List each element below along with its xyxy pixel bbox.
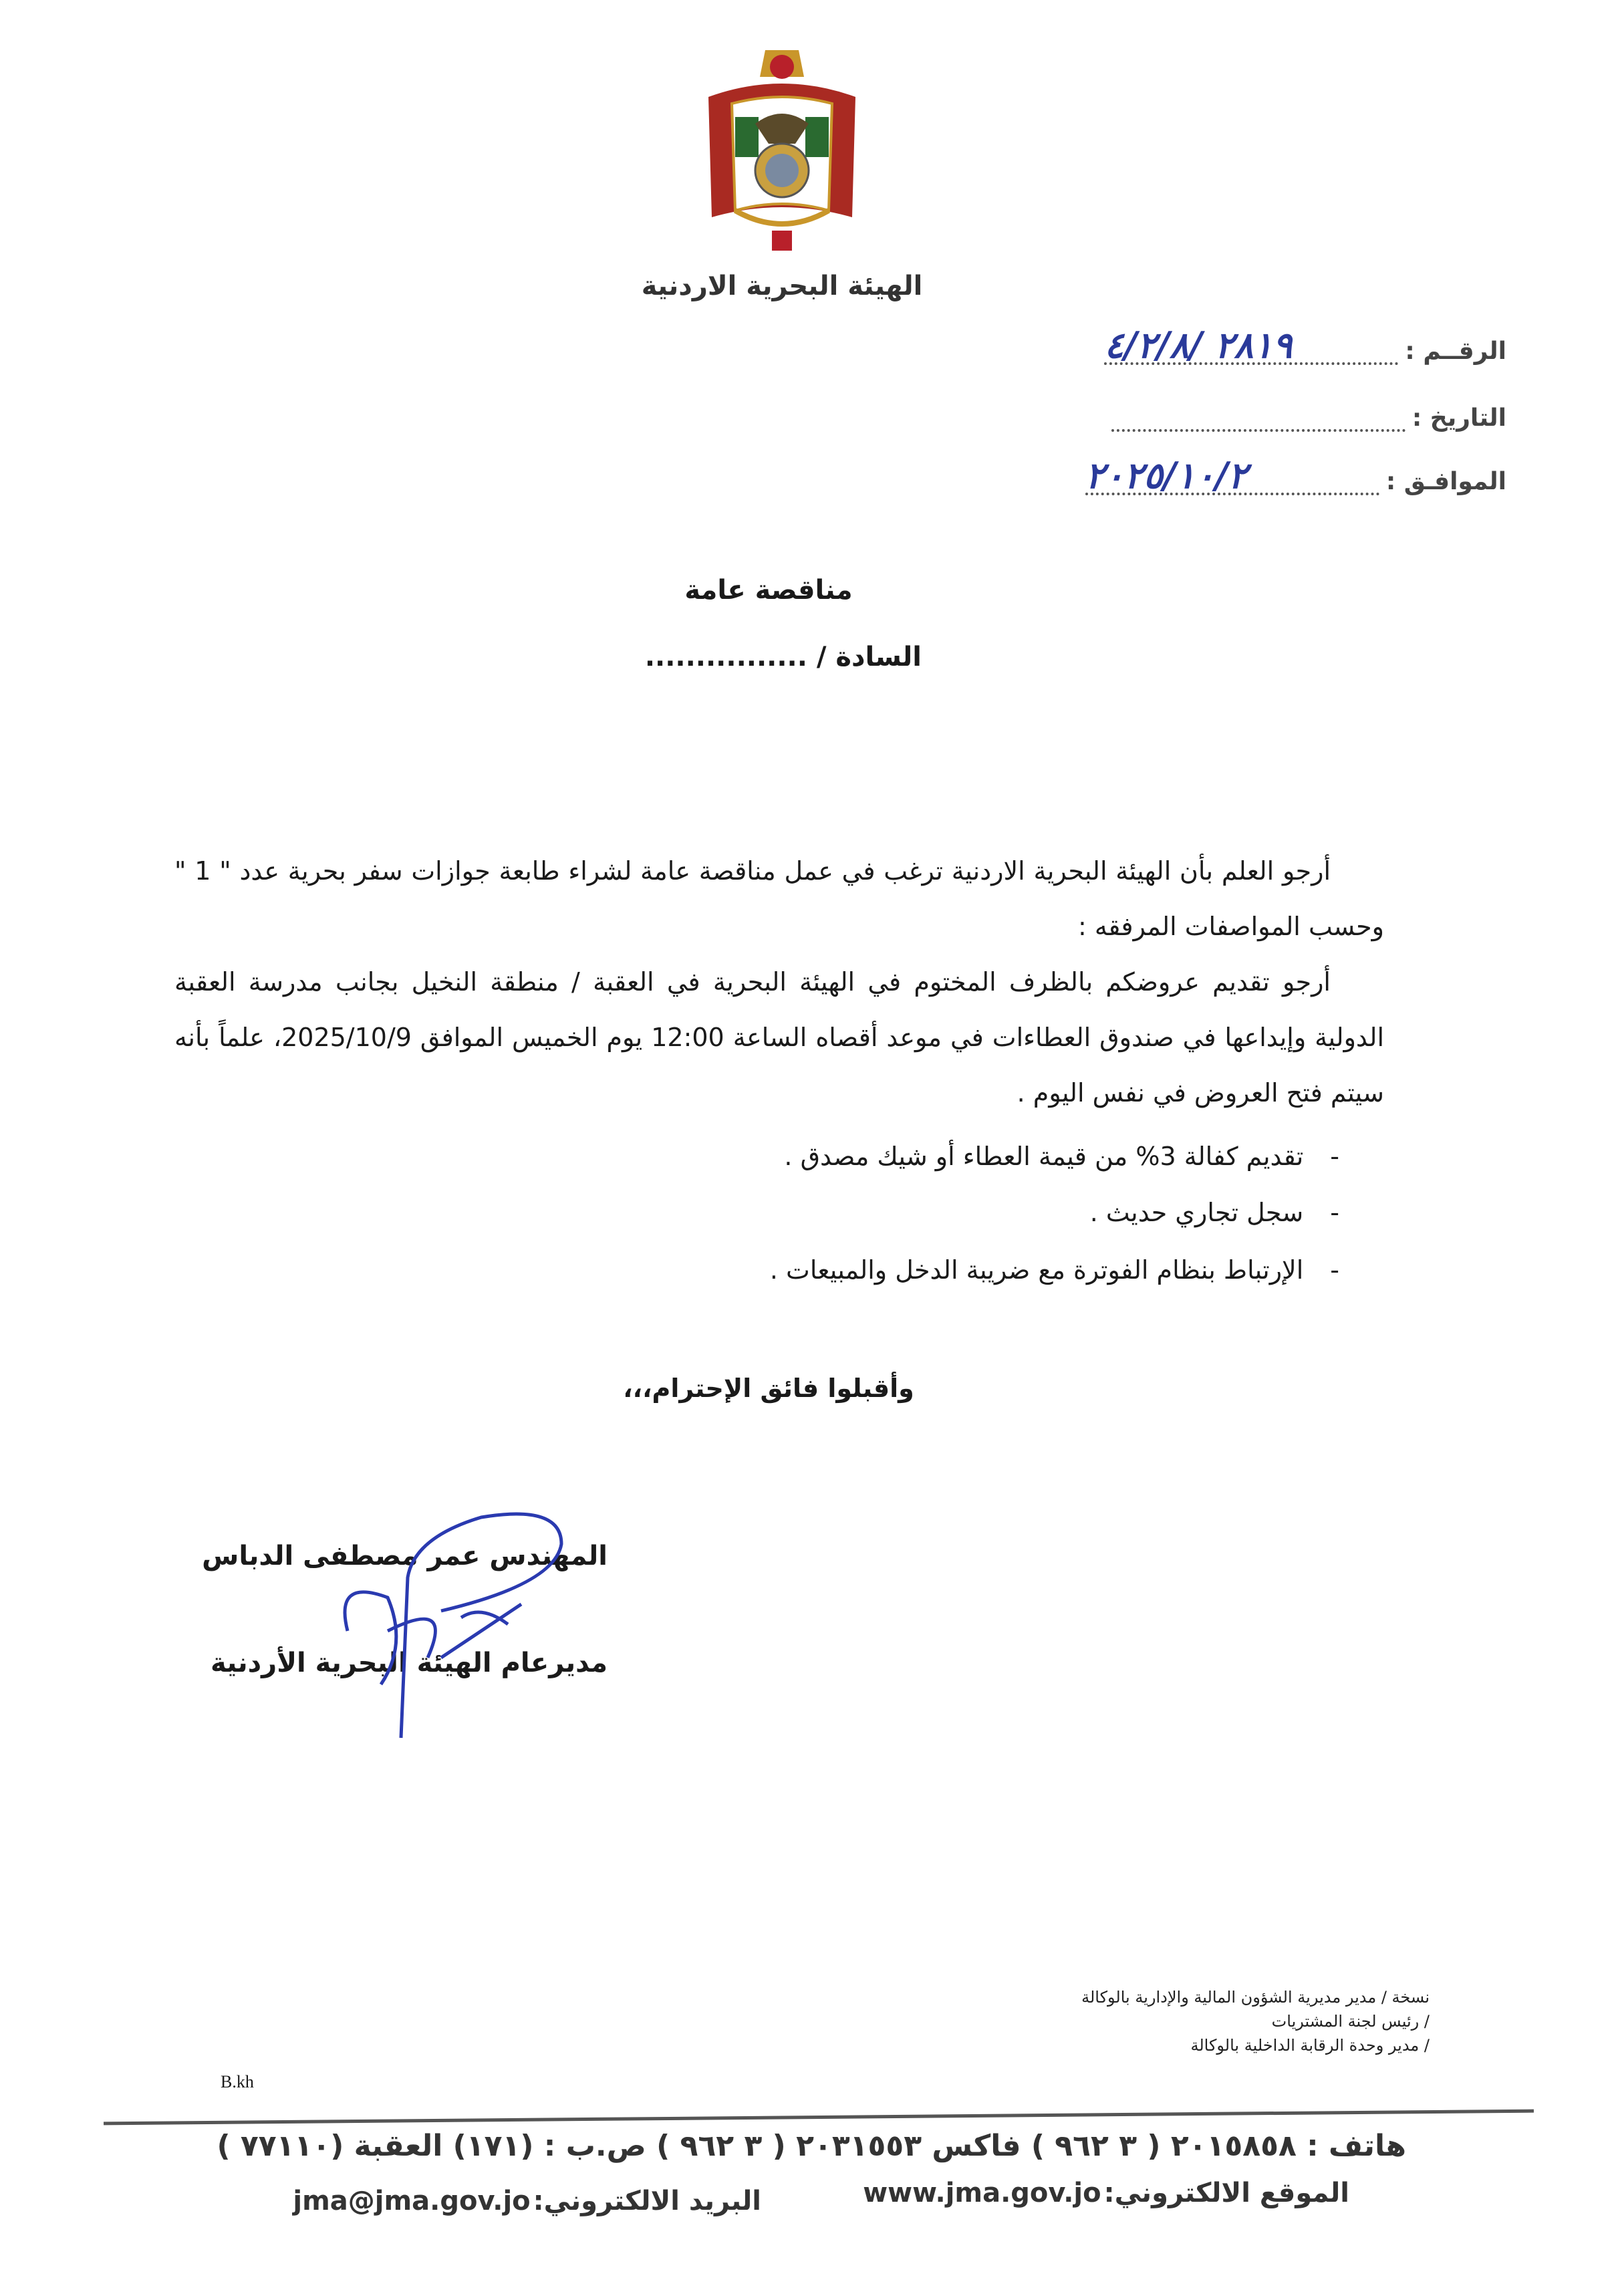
requirement-text: الإرتباط بنظام الفوترة مع ضريبة الدخل والمبيعات . — [769, 1255, 1304, 1285]
body-paragraph-2: أرجو تقديم عروضكم بالظرف المختوم في الهيئة البحرية في العقبة / منطقة النخيل بجانب مدرسة العقبة الدولية وإيداعها في صندوق العطاءات في موعد أقصاه الساعة 12:00 يوم الخميس الموافق 2025/10/9، علماً بأنه سيتم فتح العروض في نفس اليوم . — [174, 967, 1385, 1108]
field-label: الموافـق : — [1385, 468, 1506, 495]
cc-item: / رئيس لجنة المشتريات — [1271, 2012, 1430, 2031]
addressee: السادة / ................ — [644, 642, 922, 672]
handwritten-date: ٢٠٢٥/١٠/٢ — [1085, 454, 1248, 497]
footer-website — [863, 2178, 1349, 2208]
requirement-item: - تقديم كفالة 3% من قيمة العطاء أو شيك مصدق . — [784, 1142, 1339, 1171]
corresponding-date-field — [1085, 454, 1506, 497]
typist-initials: B.kh — [221, 2072, 254, 2091]
requirement-text: سجل تجاري حديث . — [1089, 1198, 1304, 1227]
footer-email — [293, 2186, 761, 2216]
requirement-item: - الإرتباط بنظام الفوترة مع ضريبة الدخل والمبيعات . — [769, 1255, 1339, 1285]
requirement-item: - سجل تجاري حديث . — [1089, 1198, 1339, 1227]
signatory-title: مديرعام الهيئة البحرية الأردنية — [211, 1648, 608, 1678]
reference-number-field — [1104, 324, 1506, 366]
footer-contact: هاتف : ٢٠١٥٨٥٨ ( ٣ ٩٦٢ ) فاكس ٢٠٣١٥٥٣ ( ٣ ٩٦٢ ) ص.ب : (١٧١) العقبة (٧٧١١٠ ) — [217, 2129, 1406, 2163]
website-link[interactable]: www.jma.gov.jo — [863, 2178, 1101, 2208]
field-label: التاريخ : — [1412, 404, 1506, 432]
signatory-name: المهندس عمر مصطفى الدباس — [202, 1541, 608, 1571]
website-label: الموقع الالكتروني: — [1103, 2178, 1349, 2208]
date-field — [1111, 404, 1506, 432]
cc-item: / مدير وحدة الرقابة الداخلية بالوكالة — [1190, 2036, 1430, 2055]
cc-item: نسخة / مدير مديرية الشؤون المالية والإدارية بالوكالة — [1081, 1988, 1430, 2007]
document-title: مناقصة عامة — [684, 575, 853, 606]
footer-divider — [104, 2110, 1534, 2126]
closing-salutation: وأقبلوا فائق الإحترام،،، — [623, 1374, 914, 1403]
email-link[interactable]: jma@jma.gov.jo — [293, 2186, 531, 2216]
handwritten-reference: ٢٨١٩ /٤/٢/٨ — [1104, 324, 1293, 366]
organization-name: الهيئة البحرية الاردنية — [641, 271, 923, 301]
copy-recipients — [1081, 1985, 1430, 2057]
body-paragraph-1: أرجو العلم بأن الهيئة البحرية الاردنية ترغب في عمل مناقصة عامة لشراء طابعة جوازات سفر بحرية عدد " 1 " وحسب المواصفات المرفقه : — [174, 856, 1384, 941]
coat-of-arms-emblem — [695, 43, 869, 271]
email-label: البريد الالكتروني: — [533, 2186, 761, 2216]
field-label: الرقــم : — [1405, 338, 1506, 365]
handwritten-signature — [307, 1497, 588, 1745]
requirement-text: تقديم كفالة 3% من قيمة العطاء أو شيك مصدق . — [784, 1142, 1304, 1171]
